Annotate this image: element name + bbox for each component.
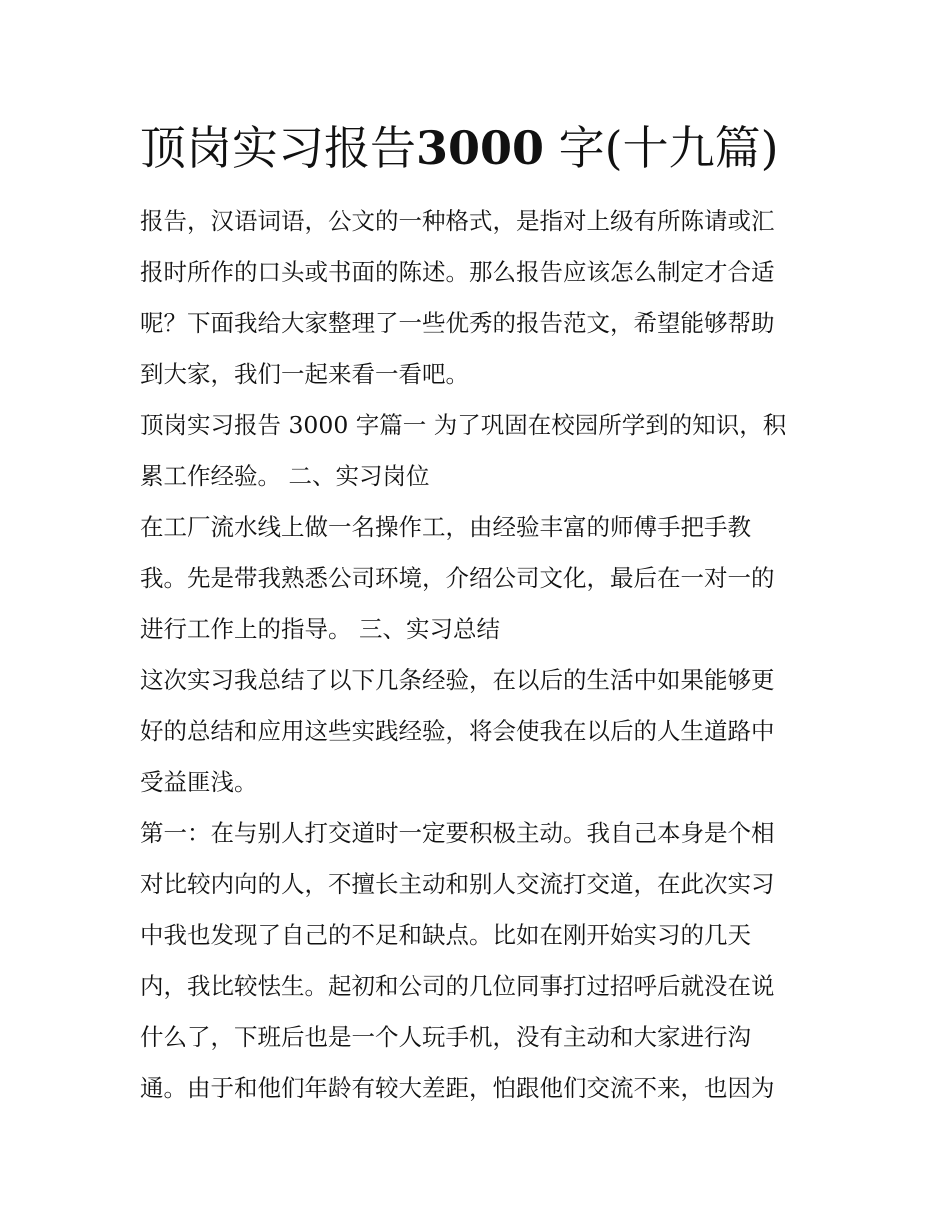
document-body <box>140 196 812 1114</box>
text-line: 这次实习我总结了以下几条经验，在以后的生活中如果能够更 <box>140 666 775 694</box>
title-prefix: 顶岗实习报告 <box>140 121 416 175</box>
text-line: 报告，汉语词语，公文的一种格式，是指对上级有所陈请或汇 <box>140 207 775 235</box>
text-line: 通。由于和他们年龄有较大差距，怕跟他们交流不来，也因为 <box>140 1074 775 1102</box>
text-line: 内，我比较怯生。起初和公司的几位同事打过招呼后就没在说 <box>140 972 775 1000</box>
text-line: 在工厂流水线上做一名操作工，由经验丰富的师傅手把手教 <box>140 513 751 541</box>
text-line: 到大家，我们一起来看一看吧。 <box>140 360 469 388</box>
text-line: 顶岗实习报告 3000 字篇一 为了巩固在校园所学到的知识，积 <box>140 411 787 439</box>
text-line: 第一：在与别人打交道时一定要积极主动。我自己本身是个相 <box>140 819 775 847</box>
page-title <box>140 116 820 180</box>
text-line: 累工作经验。 二、实习岗位 <box>140 462 430 490</box>
text-line: 我。先是带我熟悉公司环境，介绍公司文化，最后在一对一的 <box>140 564 775 592</box>
text-line: 呢？下面我给大家整理了一些优秀的报告范文，希望能够帮助 <box>140 309 775 337</box>
text-line: 好的总结和应用这些实践经验，将会使我在以后的人生道路中 <box>140 717 775 745</box>
text-line: 对比较内向的人，不擅长主动和别人交流打交道，在此次实习 <box>140 870 775 898</box>
text-line: 什么了，下班后也是一个人玩手机，没有主动和大家进行沟 <box>140 1023 751 1051</box>
text-line: 受益匪浅。 <box>140 768 258 796</box>
text-line: 进行工作上的指导。 三、实习总结 <box>140 615 500 643</box>
title-number: 3000 <box>416 121 545 175</box>
title-suffix: 字(十九篇) <box>544 121 779 175</box>
text-line: 中我也发现了自己的不足和缺点。比如在刚开始实习的几天 <box>140 921 751 949</box>
text-line: 报时所作的口头或书面的陈述。那么报告应该怎么制定才合适 <box>140 258 775 286</box>
